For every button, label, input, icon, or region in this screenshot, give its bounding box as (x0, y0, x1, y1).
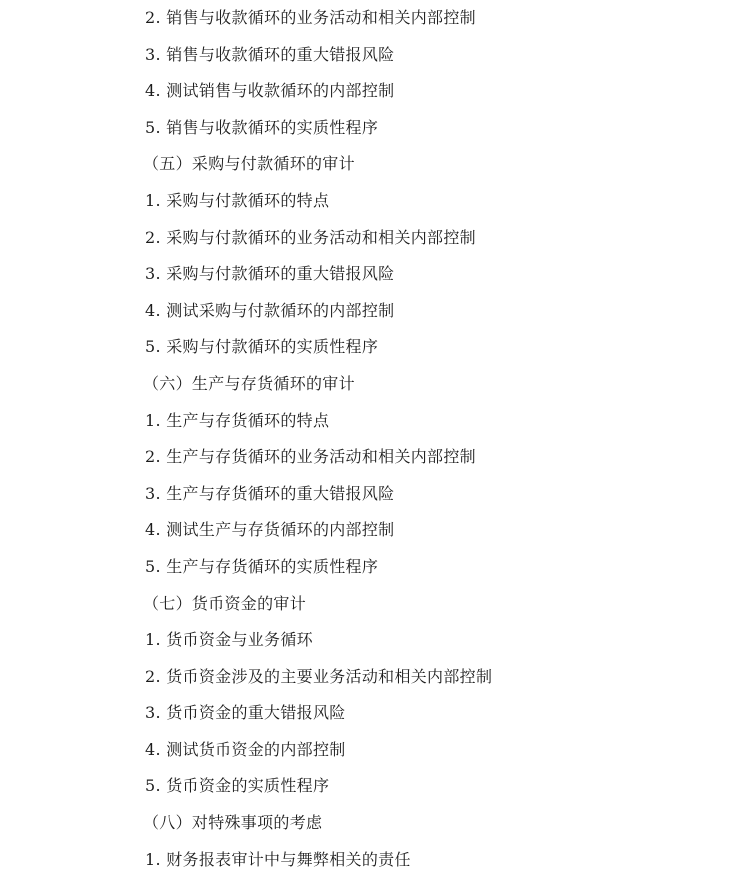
outline-item: 5. 销售与收款循环的实质性程序 (145, 117, 379, 137)
outline-item: 2. 采购与付款循环的业务活动和相关内部控制 (145, 227, 476, 247)
document-content (145, 0, 750, 878)
outline-item: 4. 测试采购与付款循环的内部控制 (145, 300, 395, 320)
outline-item: 2. 生产与存货循环的业务活动和相关内部控制 (145, 447, 476, 467)
outline-item: 1. 生产与存货循环的特点 (145, 410, 330, 430)
outline-item: 5. 采购与付款循环的实质性程序 (145, 337, 379, 357)
outline-item: 4. 测试销售与收款循环的内部控制 (145, 81, 395, 101)
outline-item: 3. 货币资金的重大错报风险 (145, 703, 346, 723)
outline-item: 2. 货币资金涉及的主要业务活动和相关内部控制 (145, 666, 493, 686)
section-heading: （五）采购与付款循环的审计 (143, 154, 355, 174)
section-heading: （八）对特殊事项的考虑 (143, 813, 323, 833)
outline-item: 4. 测试货币资金的内部控制 (145, 739, 346, 759)
outline-item: 1. 货币资金与业务循环 (145, 630, 313, 650)
section-heading: （七）货币资金的审计 (143, 593, 307, 613)
section-heading: （六）生产与存货循环的审计 (143, 373, 355, 393)
outline-item: 3. 生产与存货循环的重大错报风险 (145, 483, 395, 503)
outline-item: 1. 采购与付款循环的特点 (145, 190, 330, 210)
outline-item: 5. 货币资金的实质性程序 (145, 776, 330, 796)
outline-item: 3. 销售与收款循环的重大错报风险 (145, 44, 395, 64)
outline-item: 3. 采购与付款循环的重大错报风险 (145, 264, 395, 284)
outline-item: 2. 销售与收款循环的业务活动和相关内部控制 (145, 8, 476, 27)
outline-item: 5. 生产与存货循环的实质性程序 (145, 556, 379, 576)
outline-item: 1. 财务报表审计中与舞弊相关的责任 (145, 849, 411, 869)
outline-item: 4. 测试生产与存货循环的内部控制 (145, 520, 395, 540)
